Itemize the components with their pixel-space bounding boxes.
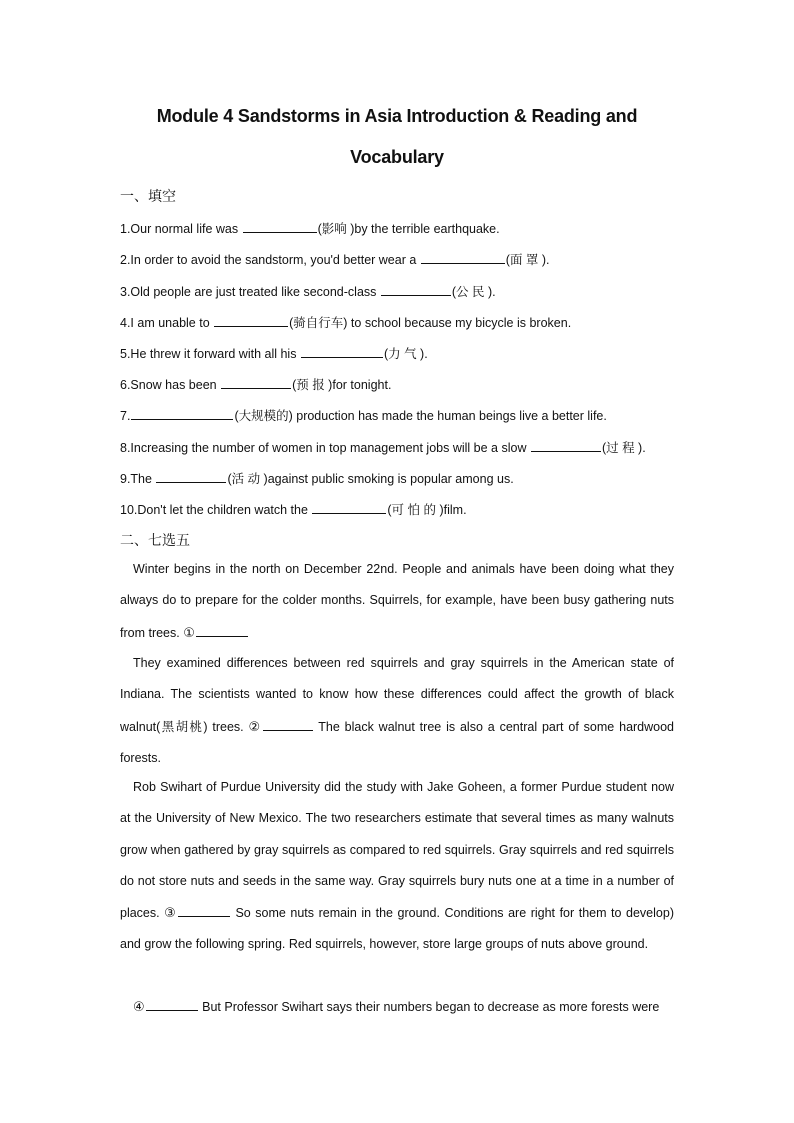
blank-marker-1: ① <box>183 624 195 640</box>
question-6: 6.Snow has been (预 报 )for tonight. <box>120 375 391 393</box>
passage-paragraph-3: Rob Swihart of Purdue University did the study with Jake Goheen, a former Purdue student now at the University of New Mexico. The two researchers estimate that several times as many walnuts grow when gathered by gray squirrels as compared to red squirrels. Gray squirrels and red squirrels do not store nuts and seeds in the same way. Gray squirrels bury nuts one at a time in a number of places. ③ So some nuts remain in the ground. Conditions are right for them to develop) and grow the following spring. Red squirrels, however, store large groups of nuts above ground. <box>120 780 674 952</box>
answer-blank <box>421 250 505 264</box>
question-10: 10.Don't let the children watch the (可 怕 的 )film. <box>120 500 467 518</box>
answer-blank <box>131 406 233 420</box>
question-3: 3.Old people are just treated like second-class (公 民 ). <box>120 282 496 300</box>
question-4: 4.I am unable to (骑自行车) to school because my bicycle is broken. <box>120 313 571 331</box>
answer-blank <box>214 313 288 327</box>
answer-blank <box>531 438 601 452</box>
answer-blank <box>156 469 226 483</box>
document-title-continued: Vocabulary <box>350 147 444 167</box>
blank-marker-4: ④ <box>133 999 145 1014</box>
answer-blank <box>312 500 386 514</box>
answer-blank <box>301 344 383 358</box>
document-title: Module 4 Sandstorms in Asia Introduction & Reading and <box>156 106 638 126</box>
question-9: 9.The (活 动 )against public smoking is popular among us. <box>120 469 514 487</box>
answer-blank <box>263 718 313 731</box>
answer-blank <box>243 219 317 233</box>
blank-marker-3: ③ <box>164 905 177 921</box>
section-heading-fill-in: 一、填空 <box>120 188 176 204</box>
answer-blank <box>221 375 291 389</box>
answer-blank <box>196 624 248 637</box>
answer-blank <box>146 998 198 1011</box>
answer-blank <box>178 904 230 917</box>
question-8: 8.Increasing the number of women in top management jobs will be a slow (过 程 ). <box>120 438 646 456</box>
question-7: 7. (大规模的) production has made the human beings live a better life. <box>120 406 607 424</box>
section-heading-seven-choose-five: 二、七选五 <box>120 532 190 548</box>
answer-blank <box>381 282 451 296</box>
question-5: 5.He threw it forward with all his (力 气 ). <box>120 344 428 362</box>
question-1: 1.Our normal life was (影响 )by the terrible earthquake. <box>120 219 500 237</box>
passage-paragraph-1: Winter begins in the north on December 22nd. People and animals have been doing what they always do to prepare for the colder months. Squirrels, for example, have been busy gathering nuts from trees. ① <box>120 562 674 640</box>
passage-paragraph-2: They examined differences between red squirrels and gray squirrels in the American state of Indiana. The scientists wanted to know how these differences could affect the growth of black walnut(黑胡桃) trees. ② The black walnut tree is also a central part of some hardwood forests. <box>120 656 675 765</box>
passage-paragraph-4: ④ But Professor Swihart says their numbers began to decrease as more forests were <box>133 999 660 1014</box>
question-2: 2.In order to avoid the sandstorm, you'd better wear a (面 罩 ). <box>120 250 550 268</box>
blank-marker-2: ② <box>248 718 262 734</box>
